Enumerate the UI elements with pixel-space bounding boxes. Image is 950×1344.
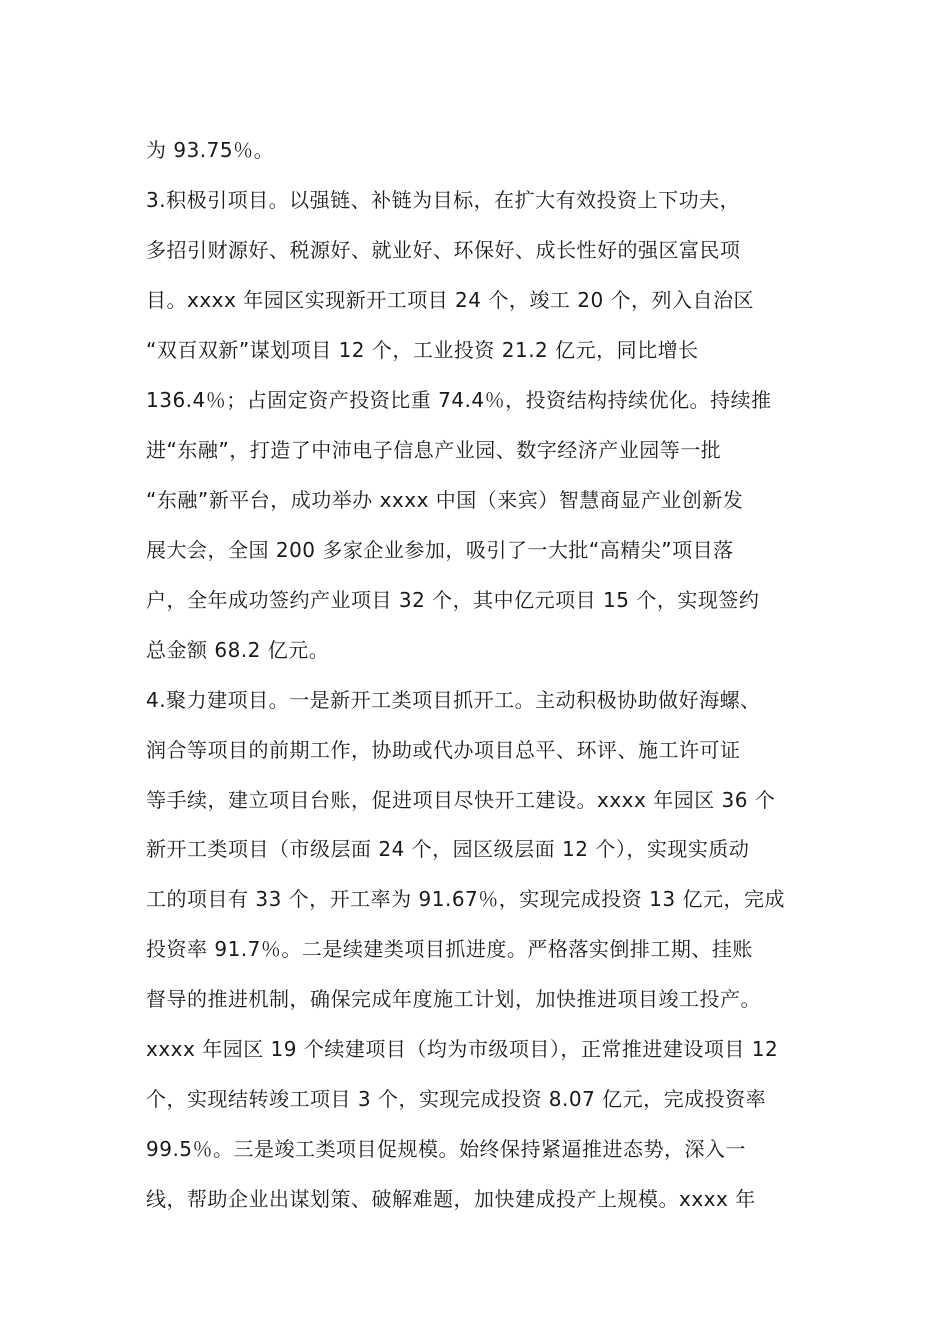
text-line: 线，帮助企业出谋划策、破解难题，加快建成投产上规模。xxxx 年: [146, 1187, 756, 1211]
text-line: 目。xxxx 年园区实现新开工项目 24 个，竣工 20 个，列入自治区: [146, 288, 755, 312]
text-line: 进“东融”，打造了中沛电子信息产业园、数字经济产业园等一批: [146, 438, 722, 462]
text-line: “双百双新”谋划项目 12 个，工业投资 21.2 亿元，同比增长: [146, 338, 699, 362]
text-line: 136.4％；占固定资产投资比重 74.4％，投资结构持续优化。持续推: [146, 388, 772, 412]
text-line: 多招引财源好、税源好、就业好、环保好、成长性好的强区富民项: [146, 238, 741, 262]
text-line: 润合等项目的前期工作，协助或代办项目总平、环评、施工许可证: [146, 738, 741, 762]
text-line: 投资率 91.7％。二是续建类项目抓进度。严格落实倒排工期、挂账: [146, 937, 753, 961]
text-line: 工的项目有 33 个，开工率为 91.67％，实现完成投资 13 亿元，完成: [146, 887, 785, 911]
text-line: 3.积极引项目。以强链、补链为目标，在扩大有效投资上下功夫，: [146, 188, 741, 212]
text-line: 展大会，全国 200 多家企业参加，吸引了一大批“高精尖”项目落: [146, 538, 734, 562]
text-line: 总金额 68.2 亿元。: [146, 638, 330, 662]
text-line: 新开工类项目（市级层面 24 个，园区级层面 12 个），实现实质动: [146, 837, 750, 861]
text-line: xxxx 年园区 19 个续建项目（均为市级项目），正常推进建设项目 12: [146, 1037, 779, 1061]
text-line: 个，实现结转竣工项目 3 个，实现完成投资 8.07 亿元，完成投资率: [146, 1087, 767, 1111]
text-line: 99.5％。三是竣工类项目促规模。始终保持紧逼推进态势，深入一: [146, 1137, 747, 1161]
text-line: 督导的推进机制，确保完成年度施工计划，加快推进项目竣工投产。: [146, 987, 761, 1011]
text-line: 等手续，建立项目台账，促进项目尽快开工建设。xxxx 年园区 36 个: [146, 788, 776, 812]
text-line: 为 93.75％。: [146, 138, 275, 162]
text-line: 户，全年成功签约产业项目 32 个，其中亿元项目 15 个，实现签约: [146, 588, 760, 612]
text-line: “东融”新平台，成功举办 xxxx 中国（来宾）智慧商显产业创新发: [146, 488, 744, 512]
text-line: 4.聚力建项目。一是新开工类项目抓开工。主动积极协助做好海螺、: [146, 688, 761, 712]
